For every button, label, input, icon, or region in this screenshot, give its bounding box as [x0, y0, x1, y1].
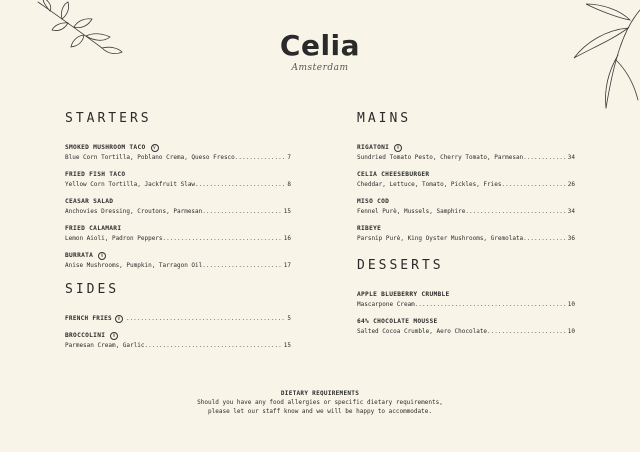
menu-item — [65, 198, 291, 216]
item-name: 64% CHOCOLATE MOUSSE — [357, 318, 438, 325]
item-name: APPLE BLUEBERRY CRUMBLE — [357, 291, 450, 298]
item-name: CELIA CHEESEBURGER — [357, 171, 430, 178]
menu-item — [357, 144, 575, 162]
item-description: Sundried Tomato Pesto, Cherry Tomato, Parmesan — [357, 154, 524, 161]
circled-v-icon: V — [394, 144, 402, 152]
item-price: 7 — [287, 154, 291, 161]
item-description: Fennel Purè, Mussels, Samphire — [357, 208, 466, 215]
item-name: FRENCH FRIES — [65, 315, 112, 322]
item-description: Anchovies Dressing, Croutons, Parmesan — [65, 208, 203, 215]
item-description: Salted Cocoa Crumble, Aero Chocolate — [357, 328, 488, 335]
menu-item — [357, 198, 575, 216]
item-price: 15 — [283, 208, 291, 215]
footer-line: please let our staff know and we will be happy to accommodate. — [208, 408, 432, 415]
footer-title: DIETARY REQUIREMENTS — [280, 390, 360, 397]
item-price: 10 — [567, 301, 575, 308]
section-title: DESSERTS — [357, 258, 444, 273]
item-name: BROCCOLINI — [65, 332, 106, 339]
section-title: SIDES — [65, 282, 120, 297]
item-price: 34 — [567, 154, 575, 161]
item-description: Cheddar, Lettuce, Tomato, Pickles, Fries — [357, 181, 502, 188]
menu-item — [65, 144, 291, 162]
item-name: BURRATA — [65, 252, 94, 259]
item-price: 10 — [567, 328, 575, 335]
menu-item — [65, 252, 291, 270]
item-price: 15 — [283, 342, 291, 349]
menu-item — [65, 225, 291, 243]
item-name: SMOKED MUSHROOM TACO — [65, 144, 146, 151]
item-description: Lemon Aioli, Padron Peppers — [65, 235, 163, 242]
item-name: RIGATONI — [357, 144, 390, 151]
item-price: 34 — [567, 208, 575, 215]
mains-section — [357, 111, 575, 252]
menu-item — [65, 332, 291, 350]
section-title: MAINS — [357, 111, 412, 126]
item-name: FRIED FISH TACO — [65, 171, 126, 178]
item-price: 16 — [283, 235, 291, 242]
desserts-section — [357, 258, 575, 345]
menu-item — [65, 315, 291, 323]
dietary-footer — [0, 389, 640, 416]
item-name: FRIED CALAMARI — [65, 225, 122, 232]
menu-item — [357, 291, 575, 309]
starters-section — [65, 111, 291, 279]
brand-name: Celia — [279, 29, 361, 62]
item-price: 36 — [567, 235, 575, 242]
item-price: 5 — [287, 315, 291, 322]
menu-item — [357, 225, 575, 243]
item-price: 8 — [287, 181, 291, 188]
item-price: 17 — [283, 262, 291, 269]
section-title: STARTERS — [65, 111, 152, 126]
circled-v-icon: V — [98, 252, 106, 260]
circled-v-icon: V — [151, 144, 159, 152]
item-description: Blue Corn Tortilla, Poblano Crema, Queso Fresco — [65, 154, 235, 161]
menu-item — [357, 318, 575, 336]
item-description: Yellow Corn Tortilla, Jackfruit Slaw — [65, 181, 196, 188]
brand-subtitle: Amsterdam — [291, 63, 349, 73]
circled-v-icon: V — [115, 315, 123, 323]
item-name: RIBEYE — [357, 225, 382, 232]
menu-item — [357, 171, 575, 189]
item-name: CEASAR SALAD — [65, 198, 114, 205]
circled-v-icon: V — [110, 332, 118, 340]
footer-line: Should you have any food allergies or specific dietary requirements, — [197, 399, 443, 406]
menu-item — [65, 171, 291, 189]
item-name: MISO COD — [357, 198, 390, 205]
item-price: 26 — [567, 181, 575, 188]
item-description: Parmesan Cream, Garlic — [65, 342, 145, 349]
brand-header — [0, 30, 640, 73]
item-description: Mascarpone Cream — [357, 301, 415, 308]
item-description: Anise Mushrooms, Pumpkin, Tarragon Oil — [65, 262, 203, 269]
item-description: Parsnip Purè, King Oyster Mushrooms, Gremolata — [357, 235, 524, 242]
sides-section — [65, 282, 291, 359]
